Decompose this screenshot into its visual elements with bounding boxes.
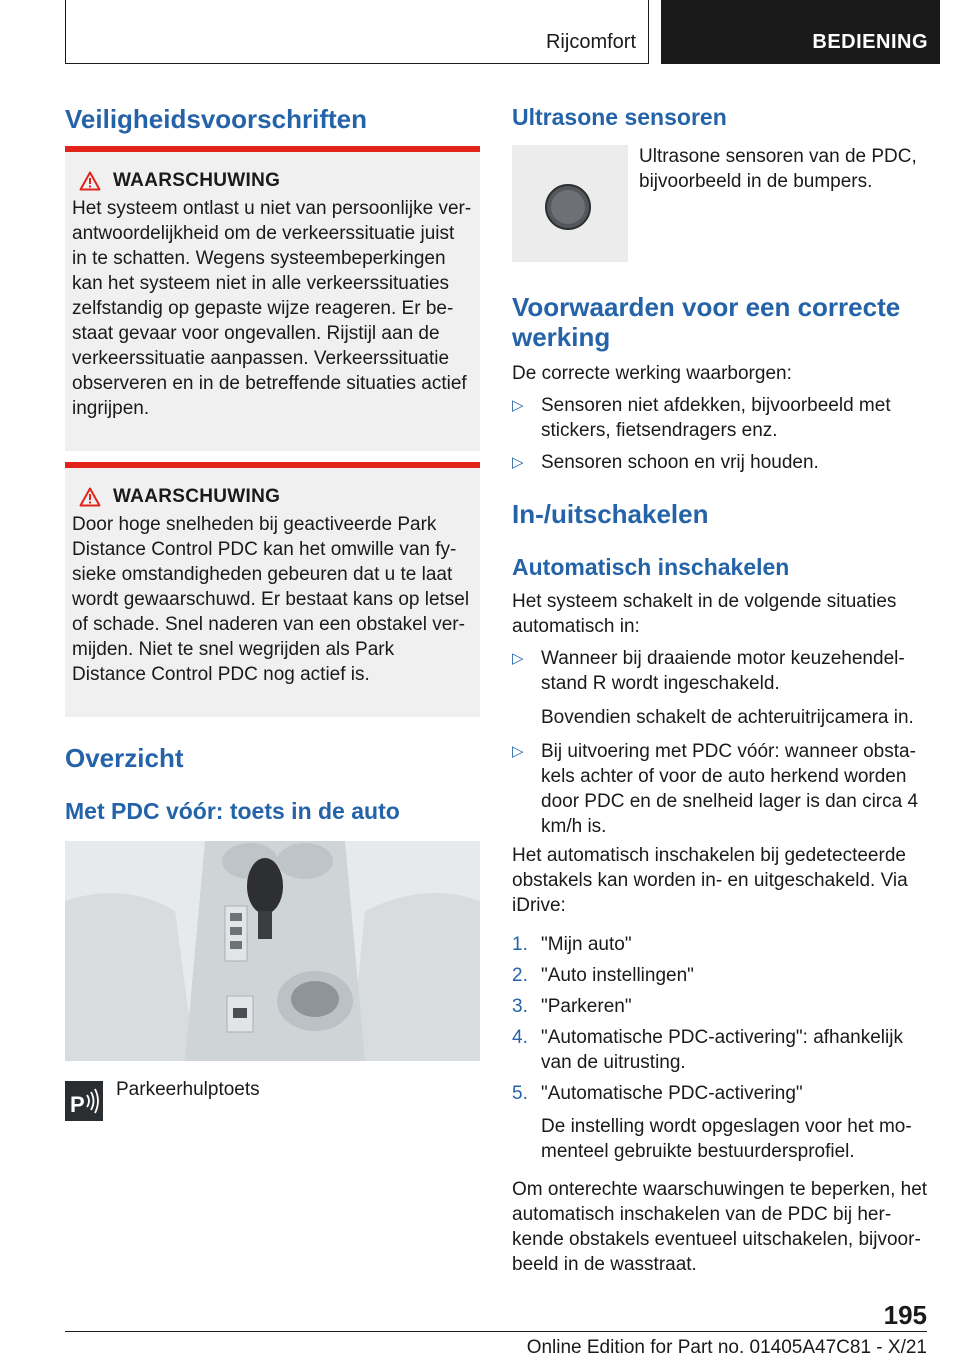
step-number: 3. xyxy=(512,996,528,1017)
page-number: 195 xyxy=(883,1300,927,1330)
warning-icon xyxy=(79,487,101,507)
sensors-description: Ultrasone sensoren van de PDC, bijvoorbeeld in de bumpers. xyxy=(639,146,917,192)
obstacle-activation-text: Het automatisch inschakelen bij gedetecteerde obstakels kan worden in- en uitgeschakeld. Via iDrive: xyxy=(512,845,908,916)
conditions-list xyxy=(512,393,928,475)
warning-box-2 xyxy=(65,462,480,717)
step-item xyxy=(512,963,928,988)
list-item: ▷ Sensoren niet afdekken, bijvoorbeeld met stickers, fietsendragers enz. xyxy=(512,395,891,441)
step-item xyxy=(512,932,928,957)
warning-title: WAARSCHUWING xyxy=(113,486,281,507)
auto-activation-heading: Automatisch inschakelen xyxy=(512,554,790,580)
step-number: 2. xyxy=(512,965,528,986)
triangle-bullet-icon: ▷ xyxy=(512,397,524,414)
step-text: "Automatische PDC-activering": afhankelijk van de uitrusting. xyxy=(541,1027,903,1073)
warning-icon xyxy=(79,171,101,191)
overview-heading: Overzicht xyxy=(65,743,184,773)
page-header xyxy=(0,0,960,66)
overview-subheading: Met PDC vóór: toets in de auto xyxy=(65,798,400,824)
step-item xyxy=(512,1081,928,1164)
conditions-intro: De correcte werking waarborgen: xyxy=(512,363,792,384)
step-text: "Parkeren" xyxy=(541,996,632,1017)
header-chapter-title: BEDIENING xyxy=(661,0,940,64)
warning-box-1 xyxy=(65,146,480,451)
step-item xyxy=(512,1025,928,1075)
step-text: "Mijn auto" xyxy=(541,934,632,955)
list-item: ▷ Wanneer bij draaiende motor keuzehendelstand R wordt ingeschakeld. Bovendien schakelt de achteruitrijcamera in. xyxy=(512,646,928,730)
warning-title: WAARSCHUWING xyxy=(113,170,281,191)
list-item-note: Bovendien schakelt de achteruitrijcamera in. xyxy=(541,707,914,728)
parking-assist-button-icon xyxy=(65,1081,103,1121)
step-note: De instelling wordt opgeslagen voor het momenteel gebruikte bestuurdersprofiel. xyxy=(541,1116,912,1162)
warning-text: Door hoge snelheden bij geactiveerde Park Distance Control PDC kan het omwille van fysieke omstandigheden gebeuren dat u te laat wordt gewaarschuwd. Er bestaat kans op letsel of schade. Snel naderen van een obstakel vermijden. Niet te snel wegrijden als Park Distance Control PDC nog actief is. xyxy=(72,514,470,685)
edition-footer: Online Edition for Part no. 01405A47C81 - X/21 xyxy=(526,1337,927,1358)
ultrasonic-sensor-image xyxy=(512,145,628,262)
auto-activation-intro: Het systeem schakelt in de volgende situaties automatisch in: xyxy=(512,591,897,637)
step-item xyxy=(512,994,928,1019)
step-text: "Auto instellingen" xyxy=(541,965,694,986)
step-number: 1. xyxy=(512,934,528,955)
safety-heading: Veiligheidsvoorschriften xyxy=(65,104,367,134)
step-number: 5. xyxy=(512,1083,528,1104)
footer-divider xyxy=(65,1331,927,1332)
idrive-steps-list xyxy=(512,932,928,1164)
list-item: ▷ Bij uitvoering met PDC vóór: wanneer obstakels achter of voor de auto herkend worden door PDC en de snelheid lager is dan circa 4 km/h is. xyxy=(512,741,919,837)
svg-text:P: P xyxy=(70,1092,85,1117)
warning-text: Het systeem ontlast u niet van persoonlijke verantwoordelijkheid om de verkeerssituatie juist in te schatten. Wegens systeembeperkingen kan het systeem niet in alle verkeerssituaties zelfstandig op gepaste wijze reageren. Er bestaat gevaar voor ongevallen. Rijstijl aan de verkeerssituatie aanpassen. Verkeerssituatie observeren en in de betreffende situaties actief ingrijpen. xyxy=(72,198,472,419)
center-console-photo xyxy=(65,841,480,1061)
conditions-heading: Voorwaarden voor een correcte werking xyxy=(512,292,901,352)
switch-heading: In-/uitschakelen xyxy=(512,499,709,529)
step-number: 4. xyxy=(512,1027,528,1048)
step-text: "Automatische PDC-activering" xyxy=(541,1083,803,1104)
list-item: ▷ Sensoren schoon en vrij houden. xyxy=(512,452,819,473)
sensors-heading: Ultrasone sensoren xyxy=(512,104,727,130)
triangle-bullet-icon: ▷ xyxy=(512,650,524,667)
triangle-bullet-icon: ▷ xyxy=(512,454,524,471)
parking-button-caption: Parkeerhulptoets xyxy=(116,1079,260,1100)
triangle-bullet-icon: ▷ xyxy=(512,743,524,760)
auto-activation-list xyxy=(512,646,928,839)
header-section-title: Rijcomfort xyxy=(65,0,649,64)
closing-paragraph: Om onterechte waarschuwingen te beperken, het automatisch inschakelen van de PDC bij herkende obstakels eventueel uitschakelen, bijvoorbeeld in de wasstraat. xyxy=(512,1179,928,1275)
